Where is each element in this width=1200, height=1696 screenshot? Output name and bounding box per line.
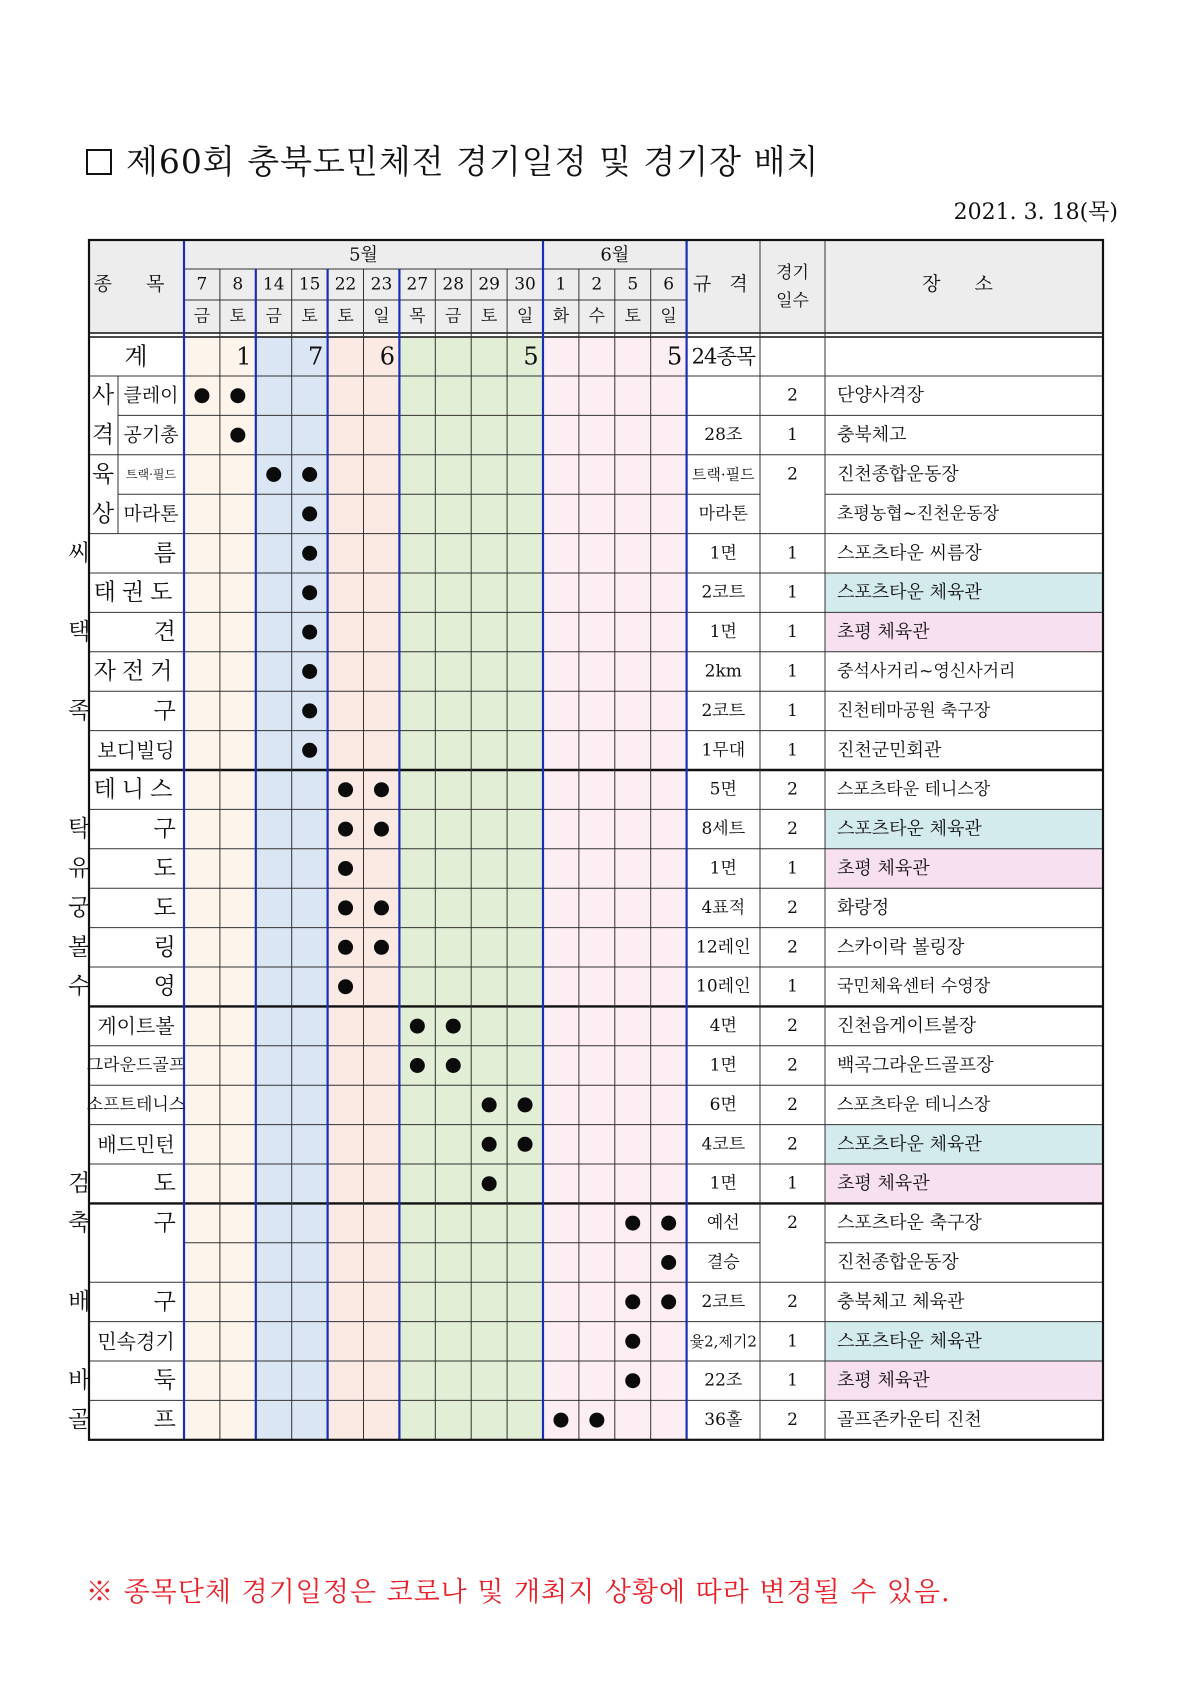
- event-spec: 4표적: [701, 897, 746, 918]
- totals-value-0: 1: [236, 342, 252, 371]
- event-category: 격: [91, 422, 115, 449]
- event-venue: 백곡그라운드골프장: [837, 1055, 994, 1076]
- schedule-grid-svg: [68, 239, 1104, 1551]
- header-day: 28: [442, 274, 465, 295]
- event-spec: 2km: [704, 661, 742, 682]
- event-venue: 초평농협~진천운동장: [837, 503, 1000, 524]
- event-venue: 국민체육센터 수영장: [837, 976, 991, 997]
- schedule-dot: [410, 1019, 425, 1034]
- header-weekday: 금: [445, 306, 462, 327]
- document-date: 2021. 3. 18(목): [953, 200, 1118, 225]
- schedule-dot: [302, 743, 317, 758]
- event-days: 2: [787, 1291, 798, 1312]
- header-day: 7: [196, 274, 208, 295]
- header-month-0: 5월: [349, 244, 378, 266]
- header-weekday: 화: [552, 306, 570, 327]
- schedule-dot: [518, 1137, 533, 1152]
- schedule-dot: [374, 782, 389, 797]
- schedule-dot: [230, 428, 245, 443]
- schedule-dot: [338, 979, 353, 994]
- header-day: 15: [298, 274, 321, 295]
- event-name: 유 도: [68, 855, 204, 882]
- header-weekday: 금: [193, 306, 211, 327]
- header-weekday: 일: [660, 306, 677, 327]
- event-sub-name: 공기총: [123, 424, 179, 447]
- schedule-dot: [302, 506, 317, 521]
- event-name: 보디빌딩: [97, 738, 175, 763]
- schedule-dot: [553, 1413, 568, 1428]
- event-venue: 진천종합운동장: [837, 1252, 959, 1273]
- header-weekday: 일: [373, 306, 390, 327]
- event-venue: 충북체고 체육관: [837, 1291, 965, 1313]
- event-name: 족 구: [68, 697, 204, 724]
- schedule-table: [68, 239, 1104, 1555]
- header-days-label: 일수: [776, 291, 809, 311]
- event-category: 사: [91, 382, 115, 409]
- schedule-dot: [230, 388, 245, 403]
- event-days: 2: [787, 1213, 798, 1234]
- event-spec: 4면: [709, 1016, 737, 1037]
- schedule-dot: [266, 467, 281, 482]
- schedule-dot: [661, 1294, 676, 1309]
- event-days: 1: [787, 976, 798, 997]
- event-venue: 초평 체육관: [837, 621, 930, 643]
- schedule-dot: [338, 900, 353, 915]
- totals-spec: 24종목: [691, 344, 755, 369]
- event-name: 축 구: [68, 1210, 204, 1237]
- event-spec: 36홀: [704, 1410, 743, 1431]
- schedule-dot: [374, 900, 389, 915]
- event-name: 소프트테니스: [86, 1094, 186, 1115]
- event-spec: 4코트: [701, 1134, 746, 1155]
- event-days: 1: [787, 582, 798, 603]
- header-event-label: 종 목: [93, 273, 179, 295]
- event-days: 2: [787, 897, 798, 918]
- header-day: 29: [478, 274, 500, 295]
- header-weekday: 금: [265, 306, 282, 327]
- event-spec: 1무대: [701, 740, 746, 761]
- event-spec: 1면: [709, 543, 737, 564]
- header-venue-label: 장 소: [922, 273, 1007, 295]
- header-spec-label: 규 격: [692, 273, 754, 295]
- event-name: 태권도: [93, 579, 179, 606]
- footnote: ※ 종목단체 경기일정은 코로나 및 개최지 상황에 따라 변경될 수 있음.: [86, 1577, 951, 1608]
- event-venue: 스포츠타운 체육관: [837, 1133, 982, 1155]
- schedule-dot: [374, 822, 389, 837]
- event-spec: 2코트: [701, 1291, 746, 1312]
- event-days: 1: [787, 740, 798, 761]
- event-venue: 초평 체육관: [837, 858, 930, 879]
- schedule-dot: [625, 1334, 640, 1349]
- schedule-dot: [374, 940, 389, 955]
- event-days: 2: [787, 779, 798, 800]
- event-days: 1: [787, 1173, 798, 1194]
- event-venue: 스카이락 볼링장: [837, 936, 965, 958]
- event-venue: 스포츠타운 테니스장: [837, 779, 991, 800]
- event-days: 2: [787, 1055, 798, 1076]
- schedule-dot: [302, 585, 317, 600]
- schedule-dot: [661, 1255, 676, 1270]
- event-venue: 충북체고: [837, 424, 907, 446]
- event-days: 2: [787, 385, 798, 406]
- event-name: 민속경기: [97, 1329, 175, 1354]
- title-text: 제60회 충북도민체전 경기일정 및 경기장 배치: [126, 142, 820, 181]
- event-name: 자전거: [93, 658, 179, 685]
- header-weekday: 수: [588, 306, 606, 327]
- schedule-dot: [661, 1216, 676, 1231]
- schedule-dot: [338, 861, 353, 876]
- schedule-dot: [589, 1413, 604, 1428]
- schedule-dot: [302, 703, 317, 718]
- event-sub-name: 클레이: [123, 384, 179, 407]
- event-spec: 결승: [706, 1252, 740, 1273]
- header-day: 2: [591, 274, 603, 295]
- totals-value-2: 6: [379, 342, 396, 371]
- event-spec: 예선: [706, 1213, 740, 1234]
- event-venue: 진천종합운동장: [837, 464, 959, 485]
- event-spec: 10레인: [696, 976, 751, 997]
- event-venue: 진천테마공원 축구장: [837, 700, 991, 721]
- header-weekday: 토: [301, 306, 318, 327]
- event-venue: 스포츠타운 씨름장: [837, 542, 982, 564]
- event-venue: 스포츠타운 체육관: [837, 582, 982, 604]
- event-venue: 중석사거리~영신사거리: [837, 661, 1016, 682]
- schedule-dot: [482, 1176, 497, 1191]
- event-venue: 화랑정: [837, 897, 890, 919]
- event-spec: 2코트: [701, 582, 746, 603]
- header-weekday: 토: [624, 306, 641, 327]
- event-spec: 5면: [709, 779, 737, 800]
- header-day: 1: [555, 274, 567, 295]
- header-weekday: 목: [409, 306, 426, 327]
- totals-value-1: 7: [307, 342, 324, 371]
- schedule-dot: [446, 1019, 461, 1034]
- schedule-dot: [338, 940, 353, 955]
- event-venue: 스포츠타운 축구장: [837, 1212, 982, 1234]
- header-weekday: 토: [480, 306, 498, 327]
- event-days: 1: [787, 622, 798, 643]
- event-days: 2: [787, 937, 798, 958]
- event-name: 수 영: [68, 973, 204, 1000]
- event-name: 배 구: [68, 1288, 204, 1315]
- event-spec: 윷2,제기2: [689, 1332, 757, 1351]
- header-day: 27: [406, 274, 429, 295]
- event-spec: 1면: [709, 1055, 737, 1076]
- event-days: 2: [787, 464, 798, 485]
- schedule-dot: [482, 1137, 497, 1152]
- event-days: 1: [787, 700, 798, 721]
- event-days: 2: [787, 1016, 798, 1037]
- schedule-dot: [410, 1058, 425, 1073]
- schedule-dot: [446, 1058, 461, 1073]
- event-name: 궁 도: [68, 894, 204, 921]
- header-day: 30: [514, 274, 536, 295]
- totals-value-3: 5: [523, 342, 539, 371]
- schedule-dot: [302, 625, 317, 640]
- event-days: 2: [787, 1134, 798, 1155]
- event-name: 볼 링: [68, 934, 204, 961]
- header-day: 23: [370, 274, 393, 295]
- event-days: 2: [787, 819, 798, 840]
- event-days: 1: [787, 858, 798, 879]
- event-category: 육: [91, 461, 115, 488]
- event-days: 1: [787, 1370, 798, 1391]
- event-spec: 8세트: [701, 819, 746, 840]
- schedule-dot: [338, 822, 353, 837]
- checkbox-icon: [86, 149, 112, 175]
- schedule-dot: [625, 1294, 640, 1309]
- event-spec: 28조: [704, 425, 743, 446]
- event-sub-name: 트랙·필드: [125, 467, 177, 482]
- event-venue: 초평 체육관: [837, 1370, 930, 1392]
- page-title: [86, 136, 819, 183]
- event-venue: 단양사격장: [837, 385, 924, 407]
- schedule-dot: [302, 664, 317, 679]
- header-weekday: 토: [229, 306, 247, 327]
- header-day: 5: [627, 274, 639, 295]
- event-name: 배드민턴: [97, 1132, 175, 1157]
- event-name: 그라운드골프: [86, 1055, 186, 1076]
- event-days: 1: [787, 425, 798, 446]
- schedule-dot: [302, 467, 317, 482]
- header-weekday: 일: [516, 306, 534, 327]
- event-venue: 진천군민회관: [837, 739, 942, 761]
- event-name: 검 도: [68, 1170, 204, 1197]
- header-weekday: 토: [337, 306, 354, 327]
- event-days: 2: [787, 1410, 798, 1431]
- event-spec: 22조: [704, 1370, 743, 1391]
- header-day: 8: [232, 274, 244, 295]
- event-spec: 마라톤: [698, 503, 748, 524]
- event-venue: 골프존카운티 진천: [837, 1409, 982, 1431]
- event-spec: 12레인: [696, 937, 751, 958]
- event-days: 2: [787, 1094, 798, 1115]
- event-venue: 진천읍게이트볼장: [837, 1015, 977, 1037]
- header-day: 22: [334, 274, 357, 295]
- schedule-dot: [518, 1097, 533, 1112]
- schedule-dot: [338, 782, 353, 797]
- event-venue: 스포츠타운 테니스장: [837, 1094, 991, 1115]
- event-days: 1: [787, 661, 798, 682]
- schedule-dot: [625, 1373, 640, 1388]
- event-venue: 초평 체육관: [837, 1173, 930, 1195]
- event-spec: 트랙·필드: [691, 465, 755, 484]
- header-month-1: 6월: [600, 244, 630, 266]
- header-day: 14: [262, 274, 285, 295]
- totals-label: 계: [124, 342, 148, 371]
- event-name: 테니스: [93, 776, 179, 803]
- header-day: 6: [663, 274, 675, 295]
- event-name: 게이트볼: [97, 1014, 175, 1039]
- event-spec: 1면: [709, 1173, 737, 1194]
- event-name: 택 견: [68, 619, 204, 646]
- totals-value-4: 5: [666, 342, 683, 371]
- event-spec: 1면: [709, 622, 737, 643]
- header-days-label: 경기: [776, 263, 809, 283]
- event-name: 씨 름: [68, 540, 204, 567]
- schedule-dot: [625, 1216, 640, 1231]
- event-venue: 스포츠타운 체육관: [837, 818, 982, 840]
- schedule-dot: [482, 1097, 497, 1112]
- event-spec: 1면: [709, 858, 737, 879]
- event-category: 상: [91, 500, 115, 527]
- event-days: 1: [787, 543, 798, 564]
- schedule-dot: [302, 546, 317, 561]
- event-venue: 스포츠타운 체육관: [837, 1330, 982, 1352]
- event-spec: 6면: [709, 1094, 737, 1115]
- event-name: 골 프: [68, 1407, 204, 1434]
- schedule-dot: [194, 388, 209, 403]
- event-name: 탁 구: [68, 816, 204, 843]
- event-sub-name: 마라톤: [123, 502, 179, 525]
- event-spec: 2코트: [701, 700, 746, 721]
- event-days: 1: [787, 1331, 798, 1352]
- event-name: 바 둑: [68, 1367, 204, 1394]
